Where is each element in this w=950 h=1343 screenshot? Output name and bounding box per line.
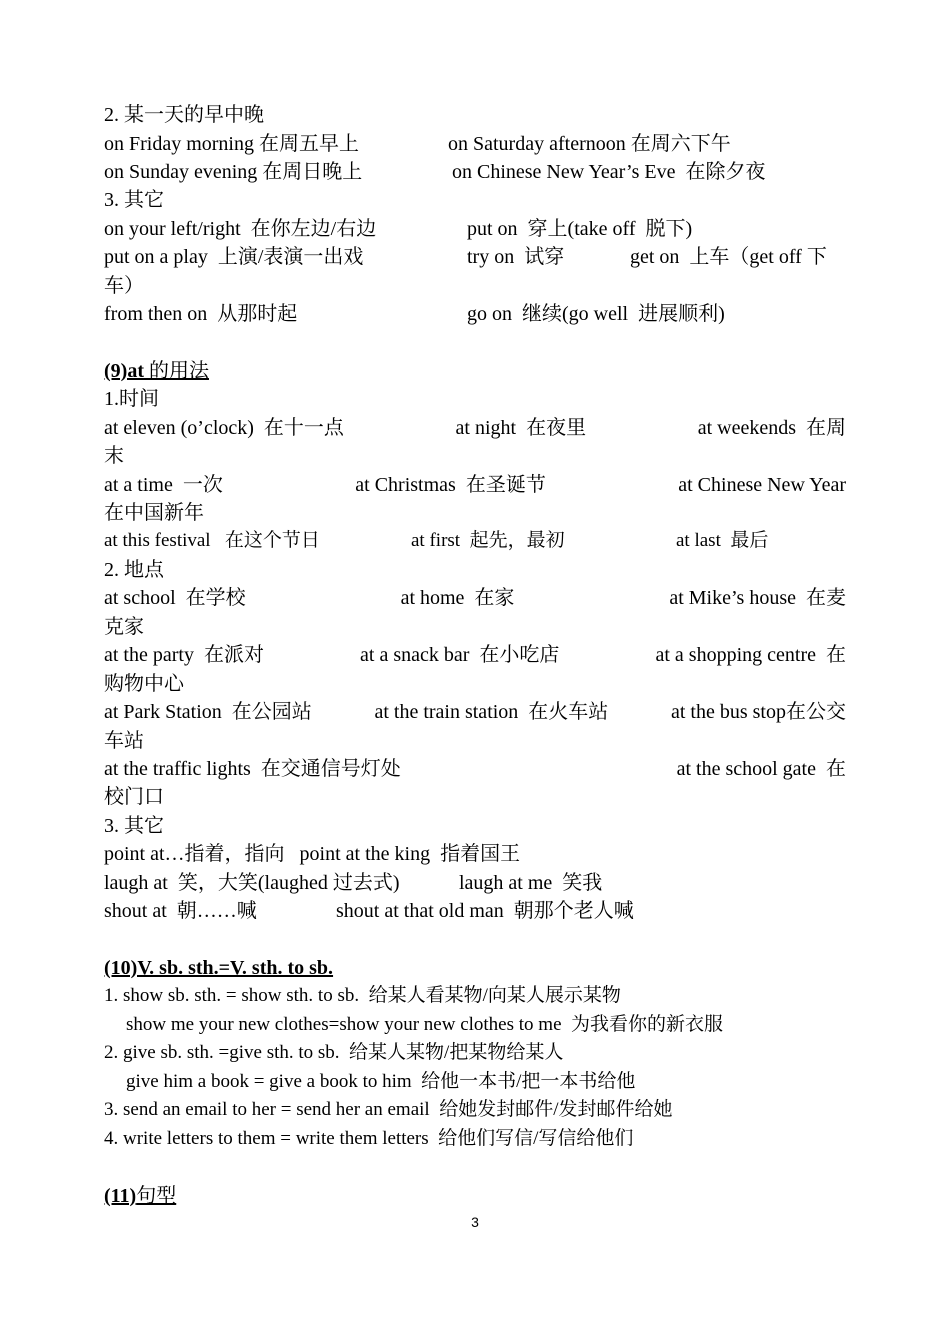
subheading-time: 1.时间: [104, 388, 159, 410]
phrase: 3. send an email to her = send her an email 给她发封邮件/发封邮件给她: [104, 1099, 673, 1120]
phrase: at last 最后: [676, 530, 769, 551]
phrase: at night 在夜里: [455, 417, 587, 439]
page-number: 3: [471, 1214, 479, 1230]
phrase-wrap: 车）: [104, 275, 144, 297]
phrase: from then on 从那时起: [104, 303, 298, 325]
phrase: get on 上车（get off 下: [630, 246, 827, 268]
phrase: at a shopping centre 在: [655, 644, 846, 666]
phrase: at the school gate 在: [676, 758, 846, 780]
subheading-day-parts: 2. 某一天的早中晚: [104, 104, 264, 126]
section-heading-at: (9)at 的用法: [104, 360, 209, 382]
phrase-row: [104, 641, 846, 669]
phrase-wrap: 购物中心: [104, 673, 184, 695]
phrase-row: [104, 755, 846, 783]
phrase: at weekends 在周: [697, 417, 846, 439]
phrase: 2. give sb. sth. =give sth. to sb. 给某人某物/把某物给某人: [104, 1042, 564, 1063]
phrase: at the train station 在火车站: [374, 701, 609, 723]
phrase: at home 在家: [400, 587, 515, 609]
phrase: at a time 一次: [104, 474, 223, 496]
phrase: at the bus stop在公交: [671, 701, 846, 723]
phrase: at the traffic lights 在交通信号灯处: [104, 758, 401, 780]
subheading-place: 2. 地点: [104, 559, 164, 581]
subheading-other: 3. 其它: [104, 815, 164, 837]
phrase: on Chinese New Year’s Eve 在除夕夜: [452, 161, 766, 183]
phrase: give him a book = give a book to him 给他一本书/把一本书给他: [126, 1071, 636, 1092]
phrase: at eleven (o’clock) 在十一点: [104, 417, 344, 439]
phrase-row: [104, 414, 846, 442]
phrase-row: [104, 698, 846, 726]
phrase: at Mike’s house 在麦: [669, 587, 846, 609]
phrase: at Park Station 在公园站: [104, 701, 312, 723]
phrase: shout at 朝……喊: [104, 900, 257, 922]
phrase: put on a play 上演/表演一出戏: [104, 246, 364, 268]
phrase: point at…指着，指向 point at the king 指着国王: [104, 843, 521, 865]
phrase: shout at that old man 朝那个老人喊: [336, 900, 634, 922]
subheading-others: 3. 其它: [104, 189, 164, 211]
section-heading-v: (10)V. sb. sth.=V. sth. to sb.: [104, 957, 334, 979]
section-heading-sentence: (11)句型: [104, 1185, 177, 1207]
phrase: at school 在学校: [104, 587, 246, 609]
phrase-wrap: 校门口: [104, 786, 164, 808]
phrase: at first 起先，最初: [411, 530, 565, 551]
phrase: at a snack bar 在小吃店: [360, 644, 560, 666]
phrase: on Friday morning 在周五早上: [104, 133, 359, 155]
phrase-row: [104, 584, 846, 612]
phrase: at Chinese New Year: [678, 474, 846, 496]
phrase: laugh at 笑，大笑(laughed 过去式): [104, 872, 400, 894]
phrase: at Christmas 在圣诞节: [355, 474, 546, 496]
phrase: show me your new clothes=show your new clothes to me 为我看你的新衣服: [126, 1014, 723, 1035]
phrase: try on 试穿: [467, 246, 565, 268]
phrase: at this festival 在这个节日: [104, 530, 320, 551]
phrase: on your left/right 在你左边/右边: [104, 218, 377, 240]
phrase-wrap: 车站: [104, 730, 144, 752]
phrase: laugh at me 笑我: [459, 872, 603, 894]
phrase: on Sunday evening 在周日晚上: [104, 161, 363, 183]
phrase-wrap: 末: [104, 445, 124, 467]
phrase-wrap: 克家: [104, 616, 144, 638]
phrase-wrap: 在中国新年: [104, 502, 204, 524]
phrase: put on 穿上(take off 脱下): [467, 218, 693, 240]
phrase: at the party 在派对: [104, 644, 264, 666]
phrase: go on 继续(go well 进展顺利): [467, 303, 725, 325]
phrase: on Saturday afternoon 在周六下午: [448, 133, 731, 155]
phrase: 4. write letters to them = write them letters 给他们写信/写信给他们: [104, 1128, 634, 1149]
phrase: 1. show sb. sth. = show sth. to sb. 给某人看某物/向某人展示某物: [104, 985, 621, 1006]
phrase-row: [104, 471, 846, 499]
